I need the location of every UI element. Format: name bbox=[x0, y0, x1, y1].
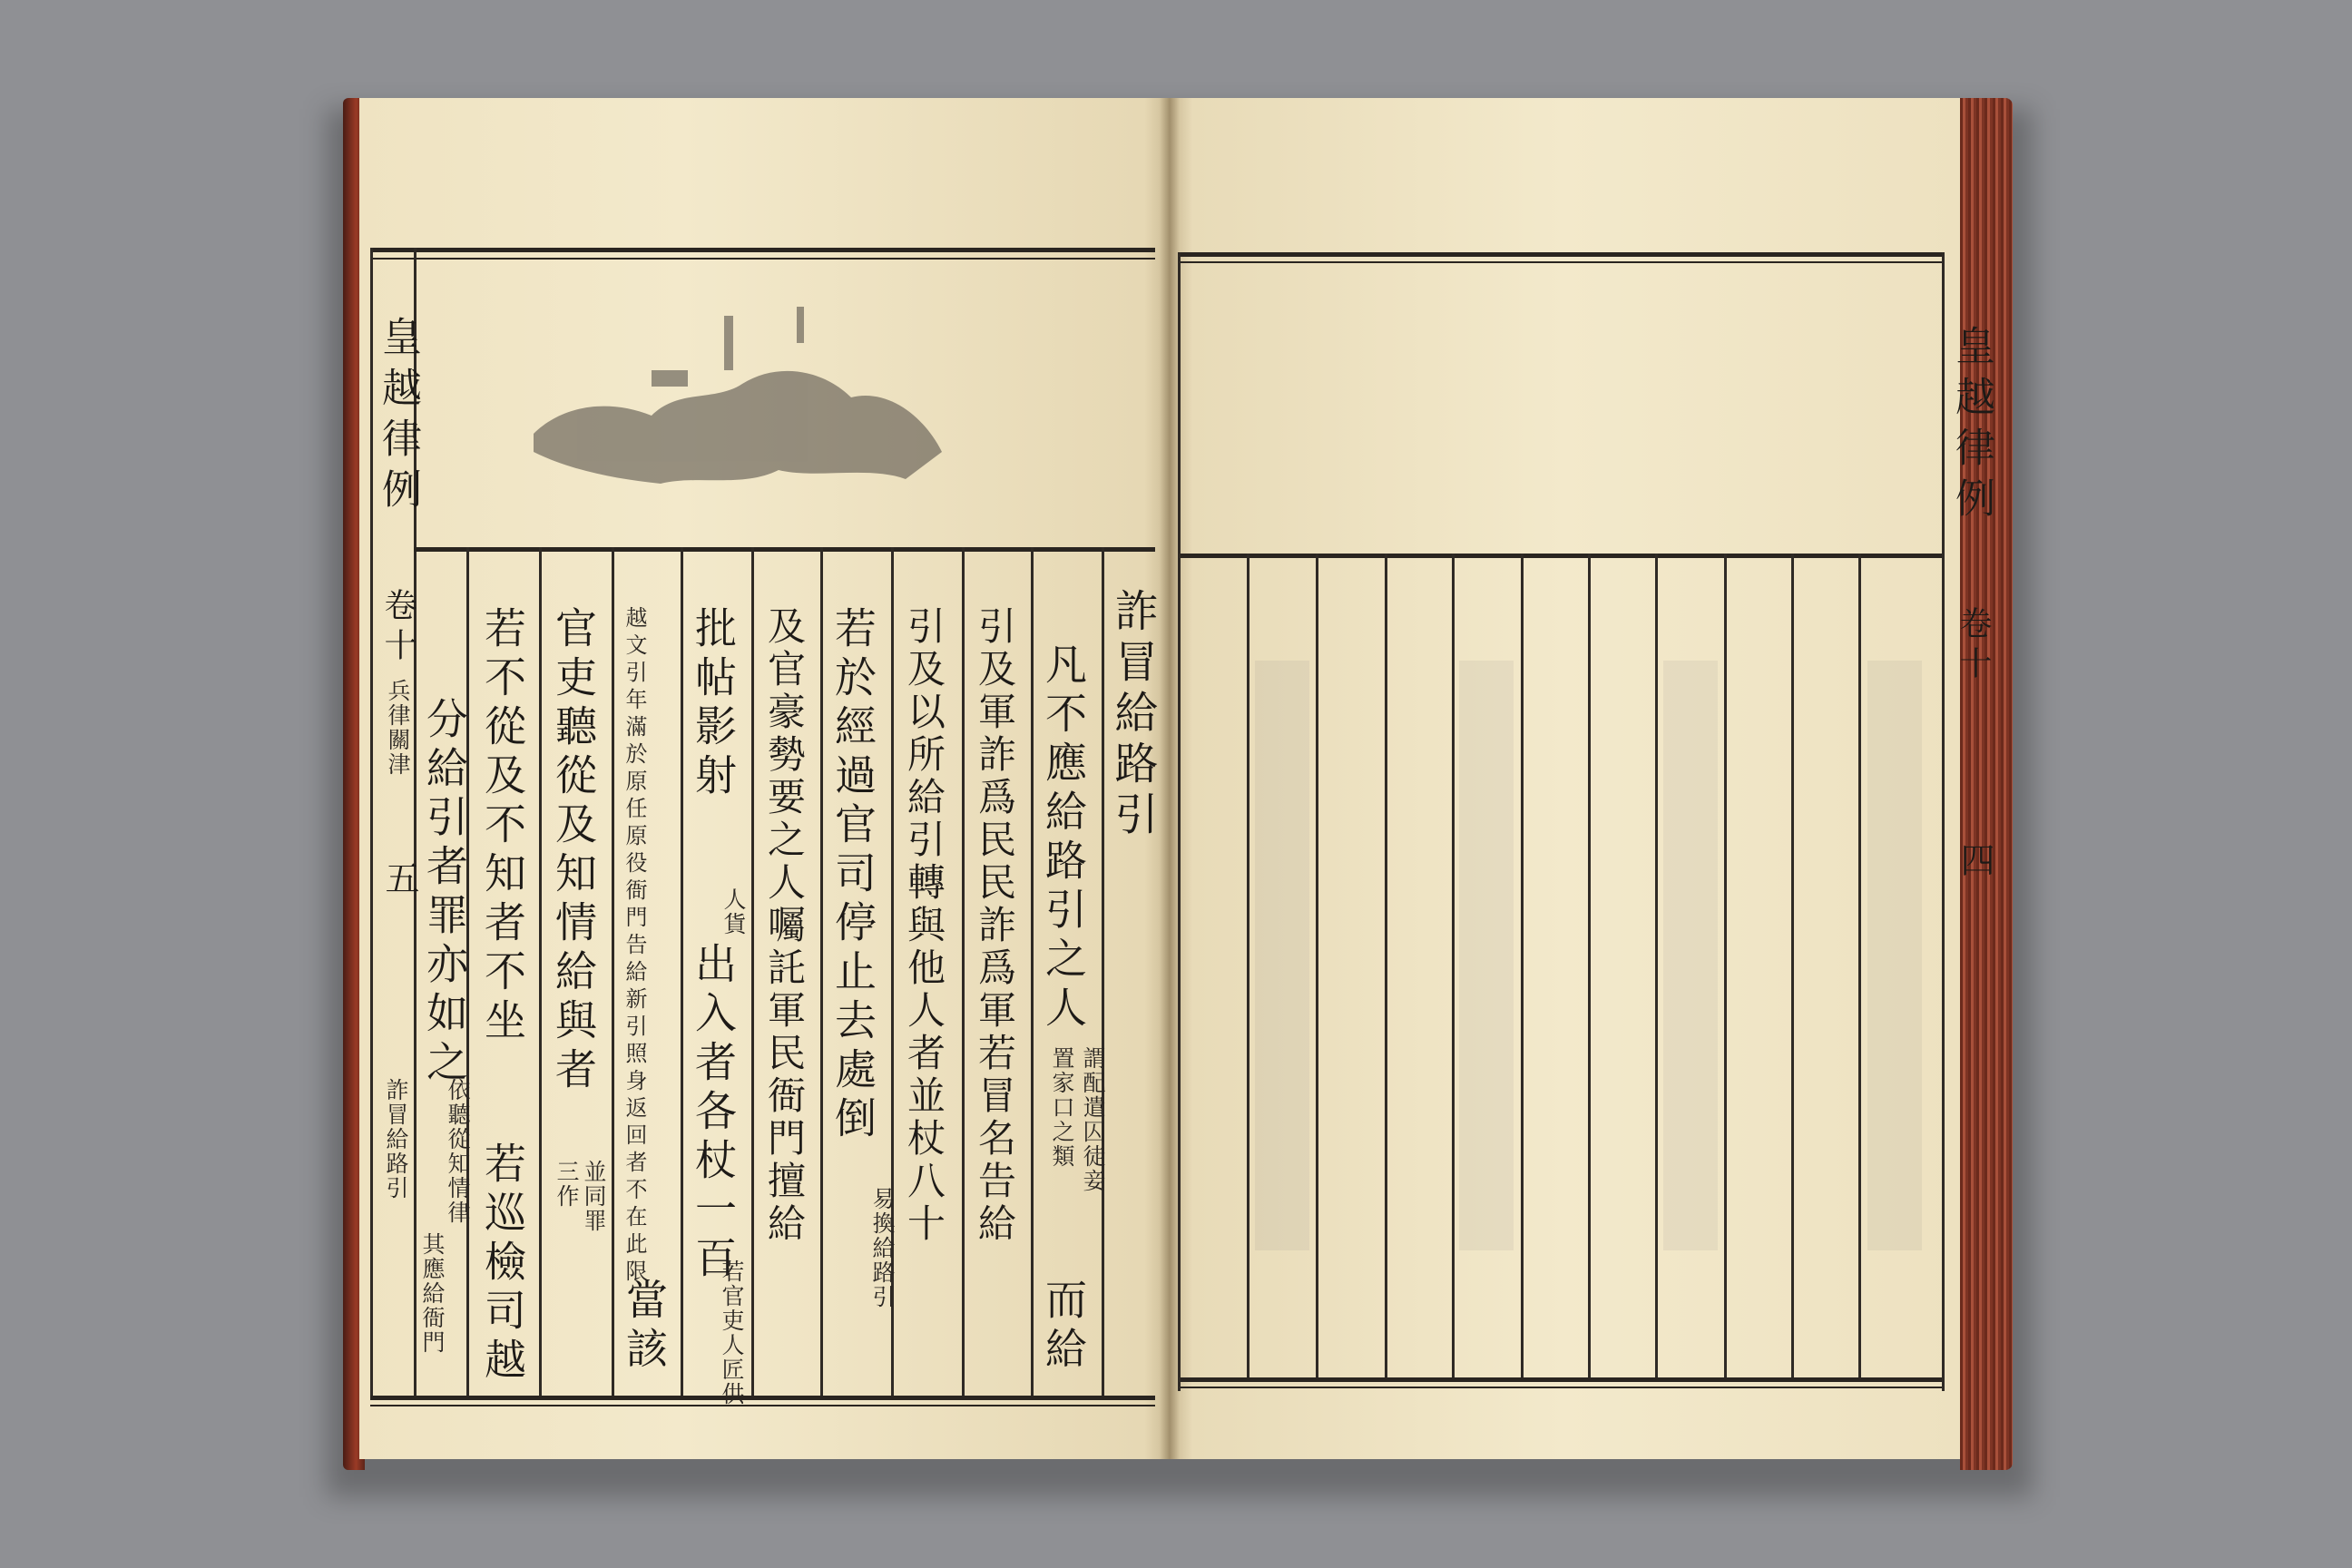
right-margin-vol: 卷十 bbox=[1955, 606, 1992, 686]
right-margin-title: 皇越律例 bbox=[1948, 325, 1994, 528]
note-11: 其應給衙門 bbox=[419, 1232, 446, 1355]
right-col-divider bbox=[1385, 554, 1387, 1377]
text-column-9: 若不從及不知者不坐 bbox=[478, 606, 527, 1047]
text-column-6b: 出入者各杖一百 bbox=[689, 942, 738, 1285]
left-col-divider bbox=[751, 547, 754, 1396]
right-inner-border bbox=[1178, 252, 1181, 1391]
open-book bbox=[343, 98, 2013, 1470]
note-5: 人貨 bbox=[720, 887, 747, 936]
left-col-divider bbox=[1102, 547, 1104, 1396]
left-bottom-rule-2 bbox=[370, 1405, 1155, 1406]
left-top-rule-2 bbox=[370, 258, 1155, 260]
right-col-divider bbox=[1791, 554, 1794, 1377]
right-col-divider bbox=[1521, 554, 1524, 1377]
right-margin-border bbox=[1942, 252, 1945, 1391]
text-column-9b: 若巡檢司越 bbox=[478, 1142, 527, 1387]
right-top-rule bbox=[1178, 252, 1942, 257]
right-col-divider bbox=[1588, 554, 1591, 1377]
right-col-divider bbox=[1858, 554, 1861, 1377]
right-bottom-rule-2 bbox=[1178, 1387, 1942, 1388]
right-header-bottom-rule bbox=[1178, 554, 1942, 558]
left-margin-page: 五 bbox=[379, 860, 419, 902]
left-top-rule bbox=[370, 248, 1155, 252]
left-bottom-rule bbox=[370, 1396, 1155, 1400]
right-page-edges bbox=[1960, 98, 2013, 1470]
text-column-4: 若於經過官司停止去處倒 bbox=[828, 606, 877, 1145]
left-margin-bottom: 詐冒給路引 bbox=[383, 1078, 409, 1200]
right-top-rule-2 bbox=[1178, 261, 1942, 263]
note-1: 謂配遣囚徒妾 bbox=[1080, 1046, 1106, 1193]
show-through-text bbox=[1867, 661, 1922, 1250]
text-column-2: 引及軍詐爲民民詐爲軍若冒名告給 bbox=[973, 606, 1017, 1246]
text-column-1: 凡不應給路引之人 bbox=[1039, 642, 1088, 1034]
right-col-divider bbox=[1316, 554, 1318, 1377]
article-heading: 詐冒給路引 bbox=[1107, 588, 1158, 842]
note-7: 當該 bbox=[620, 1278, 669, 1376]
note-2: 置家口之類 bbox=[1049, 1046, 1075, 1169]
text-column-6: 批帖影射 bbox=[689, 606, 738, 802]
left-col-divider bbox=[1031, 547, 1034, 1396]
text-column-3: 引及以所給引轉與他人者並杖八十 bbox=[902, 606, 946, 1246]
left-margin-vol: 卷十 bbox=[379, 588, 416, 668]
note-9: 三作 bbox=[554, 1160, 580, 1209]
note-4: 易換給路引 bbox=[869, 1187, 896, 1309]
left-col-divider bbox=[612, 547, 614, 1396]
right-margin-page: 四 bbox=[1955, 842, 1994, 884]
right-col-divider bbox=[1655, 554, 1658, 1377]
right-col-divider bbox=[1452, 554, 1455, 1377]
right-bottom-rule bbox=[1178, 1377, 1942, 1382]
text-column-8: 官吏聽從及知情給與者 bbox=[549, 606, 598, 1096]
note-3: 而給 bbox=[1039, 1278, 1088, 1376]
note-12: 越文引年滿於原任原役衙門告給新引照身返回者不在此限 bbox=[622, 606, 647, 1287]
note-8: 並同罪 bbox=[581, 1160, 607, 1233]
faded-upper-illustration bbox=[524, 298, 951, 497]
right-col-divider bbox=[1247, 554, 1250, 1377]
show-through-text bbox=[1255, 661, 1309, 1250]
left-margin-title: 皇越律例 bbox=[375, 316, 421, 519]
left-col-divider bbox=[962, 547, 965, 1396]
text-column-5: 及官豪勢要之人囑託軍民衙門擅給 bbox=[762, 606, 807, 1246]
text-column-10: 分給引者罪亦如之 bbox=[420, 697, 469, 1089]
left-margin-section: 兵律關津 bbox=[385, 679, 411, 777]
note-6: 若官吏人匠供 bbox=[719, 1259, 745, 1406]
left-header-bottom-rule bbox=[414, 547, 1155, 552]
note-10: 依聽從知情律 bbox=[445, 1078, 471, 1225]
left-col-divider bbox=[539, 547, 542, 1396]
book-gutter bbox=[1160, 98, 1180, 1459]
right-col-divider bbox=[1724, 554, 1727, 1377]
show-through-text bbox=[1663, 661, 1718, 1250]
show-through-text bbox=[1459, 661, 1514, 1250]
left-col-divider bbox=[681, 547, 683, 1396]
left-col-divider bbox=[820, 547, 823, 1396]
